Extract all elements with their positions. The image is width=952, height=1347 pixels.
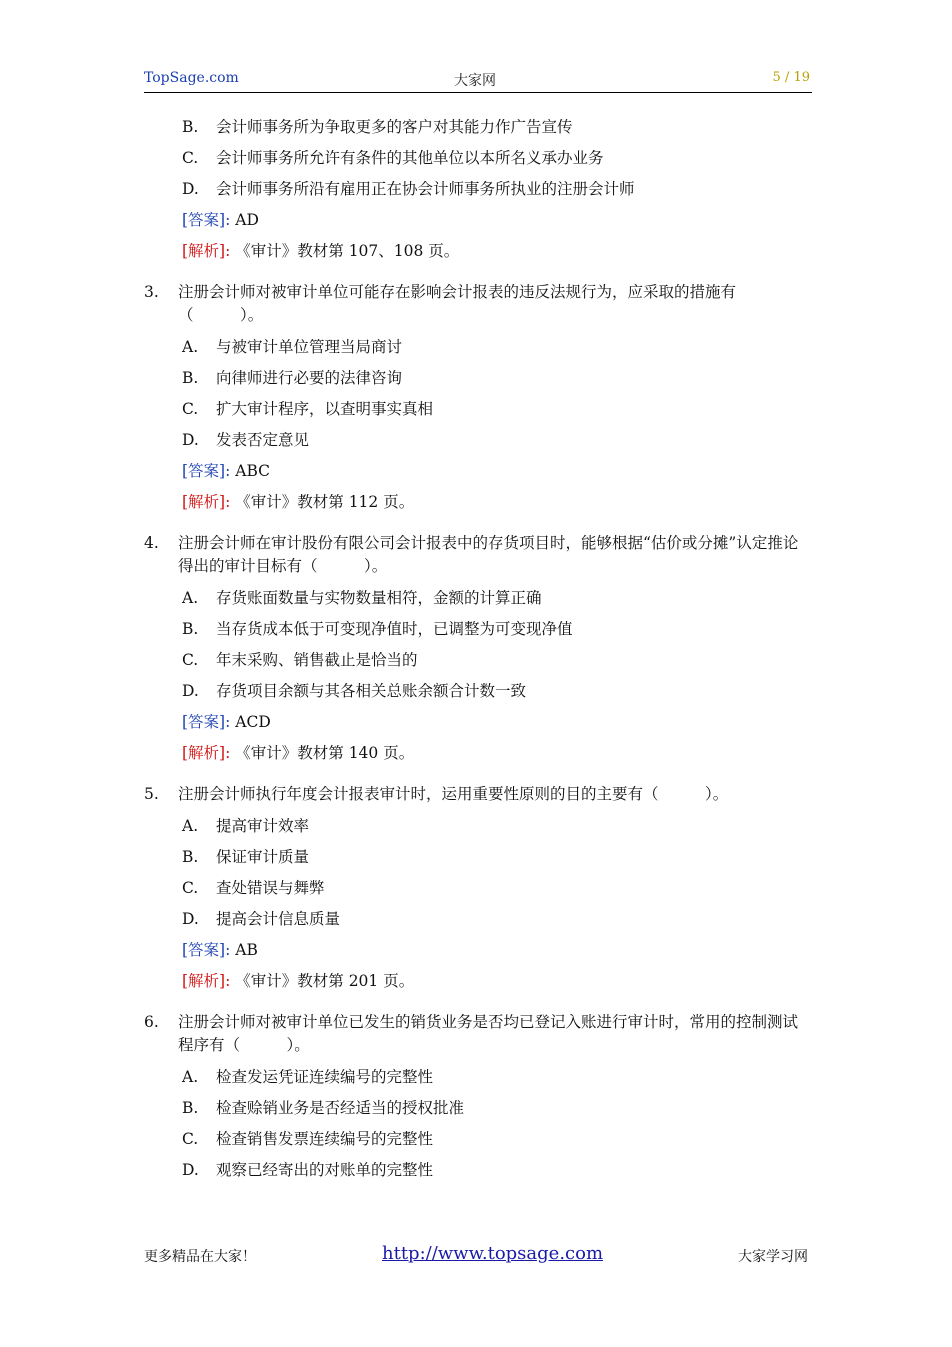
option-text: 向律师进行必要的法律咨询 bbox=[216, 369, 403, 387]
option-text: 保证审计质量 bbox=[216, 848, 310, 866]
option-letter: B. bbox=[182, 118, 199, 136]
option bbox=[144, 394, 812, 425]
option-text: 扩大审计程序，以查明事实真相 bbox=[216, 400, 434, 418]
option-text: 年末采购、销售截止是恰当的 bbox=[216, 651, 418, 669]
option-text: 会计师事务所允许有条件的其他单位以本所名义承办业务 bbox=[216, 149, 604, 167]
answer-line bbox=[144, 205, 812, 236]
option-letter: A. bbox=[182, 817, 199, 835]
question bbox=[144, 783, 812, 997]
analysis-tag: [解析]: bbox=[182, 242, 231, 260]
answer-line bbox=[144, 707, 812, 738]
question bbox=[144, 1011, 812, 1186]
option-letter: C. bbox=[182, 879, 199, 897]
analysis-line bbox=[144, 487, 812, 518]
option bbox=[144, 363, 812, 394]
option-text: 存货账面数量与实物数量相符，金额的计算正确 bbox=[216, 589, 542, 607]
option bbox=[144, 873, 812, 904]
option-letter: A. bbox=[182, 1068, 199, 1086]
option-text: 当存货成本低于可变现净值时，已调整为可变现净值 bbox=[216, 620, 573, 638]
answer-line bbox=[144, 935, 812, 966]
option bbox=[144, 174, 812, 205]
option bbox=[144, 112, 812, 143]
answer-tag: [答案]: bbox=[182, 462, 231, 480]
answer-line bbox=[144, 456, 812, 487]
footer-slogan: 更多精品在大家！ bbox=[144, 1249, 256, 1265]
answer-value: AD bbox=[235, 211, 259, 229]
question-partial bbox=[144, 112, 812, 267]
question-number: 4. bbox=[144, 534, 159, 552]
option-text: 存货项目余额与其各相关总账余额合计数一致 bbox=[216, 682, 527, 700]
answer-value: ABC bbox=[235, 462, 270, 480]
option-text: 会计师事务所沿有雇用正在协会计师事务所执业的注册会计师 bbox=[216, 180, 635, 198]
analysis-text: 《审计》教材第 112 页。 bbox=[235, 493, 415, 511]
answer-tag: [答案]: bbox=[182, 713, 231, 731]
option-text: 检查赊销业务是否经适当的授权批准 bbox=[216, 1099, 465, 1117]
footer-link[interactable]: http://www.topsage.com bbox=[382, 1243, 604, 1264]
option bbox=[144, 904, 812, 935]
option bbox=[144, 1124, 812, 1155]
question-stem bbox=[144, 1011, 812, 1062]
question-text: 注册会计师对被审计单位可能存在影响会计报表的违反法规行为，应采取的措施有（ ）。 bbox=[178, 283, 737, 324]
option bbox=[144, 583, 812, 614]
question bbox=[144, 281, 812, 518]
site-title: 大家网 bbox=[454, 73, 496, 89]
option bbox=[144, 1062, 812, 1093]
option bbox=[144, 842, 812, 873]
question-number: 5. bbox=[144, 785, 159, 803]
option bbox=[144, 1155, 812, 1186]
option-text: 查处错误与舞弊 bbox=[216, 879, 325, 897]
option-letter: A. bbox=[182, 338, 199, 356]
option-letter: B. bbox=[182, 369, 199, 387]
question-number: 6. bbox=[144, 1013, 159, 1031]
option-letter: C. bbox=[182, 149, 199, 167]
answer-tag: [答案]: bbox=[182, 211, 231, 229]
option bbox=[144, 811, 812, 842]
option bbox=[144, 614, 812, 645]
option-text: 发表否定意见 bbox=[216, 431, 310, 449]
option-text: 检查发运凭证连续编号的完整性 bbox=[216, 1068, 434, 1086]
question-stem bbox=[144, 783, 812, 811]
option-letter: B. bbox=[182, 848, 199, 866]
question-stem bbox=[144, 281, 812, 332]
analysis-line bbox=[144, 738, 812, 769]
option-text: 提高审计效率 bbox=[216, 817, 310, 835]
option-letter: B. bbox=[182, 620, 199, 638]
question-number: 3. bbox=[144, 283, 159, 301]
option-letter: D. bbox=[182, 180, 199, 198]
question-stem bbox=[144, 532, 812, 583]
analysis-text: 《审计》教材第 201 页。 bbox=[235, 972, 415, 990]
option-letter: D. bbox=[182, 910, 199, 928]
question-text: 注册会计师执行年度会计报表审计时，运用重要性原则的目的主要有（ ）。 bbox=[178, 785, 729, 803]
analysis-text: 《审计》教材第 140 页。 bbox=[235, 744, 415, 762]
question-text: 注册会计师在审计股份有限公司会计报表中的存货项目时，能够根据“估价或分摊”认定推论得出的审计目标有（ ）。 bbox=[178, 534, 799, 575]
answer-value: AB bbox=[235, 941, 258, 959]
question-text: 注册会计师对被审计单位已发生的销货业务是否均已登记入账进行审计时，常用的控制测试程序有（ ）。 bbox=[178, 1013, 799, 1054]
option bbox=[144, 645, 812, 676]
option-text: 提高会计信息质量 bbox=[216, 910, 341, 928]
analysis-tag: [解析]: bbox=[182, 972, 231, 990]
question-list bbox=[144, 112, 812, 1186]
option bbox=[144, 332, 812, 363]
answer-value: ACD bbox=[235, 713, 271, 731]
option-text: 会计师事务所为争取更多的客户对其能力作广告宣传 bbox=[216, 118, 573, 136]
option-letter: C. bbox=[182, 1130, 199, 1148]
analysis-tag: [解析]: bbox=[182, 493, 231, 511]
analysis-line bbox=[144, 966, 812, 997]
answer-tag: [答案]: bbox=[182, 941, 231, 959]
footer-site-name: 大家学习网 bbox=[738, 1249, 808, 1265]
page-header bbox=[144, 70, 812, 93]
option-letter: C. bbox=[182, 651, 199, 669]
option bbox=[144, 143, 812, 174]
analysis-text: 《审计》教材第 107、108 页。 bbox=[235, 242, 460, 260]
option-letter: D. bbox=[182, 431, 199, 449]
option-text: 与被审计单位管理当局商讨 bbox=[216, 338, 403, 356]
question bbox=[144, 532, 812, 769]
analysis-line bbox=[144, 236, 812, 267]
option bbox=[144, 676, 812, 707]
site-name: TopSage.com bbox=[144, 70, 239, 86]
option-letter: A. bbox=[182, 589, 199, 607]
option-letter: B. bbox=[182, 1099, 199, 1117]
option-letter: D. bbox=[182, 682, 199, 700]
page-number: 5 / 19 bbox=[772, 70, 810, 85]
option-text: 观察已经寄出的对账单的完整性 bbox=[216, 1161, 434, 1179]
option-letter: D. bbox=[182, 1161, 199, 1179]
analysis-tag: [解析]: bbox=[182, 744, 231, 762]
option bbox=[144, 1093, 812, 1124]
option-text: 检查销售发票连续编号的完整性 bbox=[216, 1130, 434, 1148]
page-footer bbox=[144, 1243, 812, 1270]
option bbox=[144, 425, 812, 456]
option-letter: C. bbox=[182, 400, 199, 418]
